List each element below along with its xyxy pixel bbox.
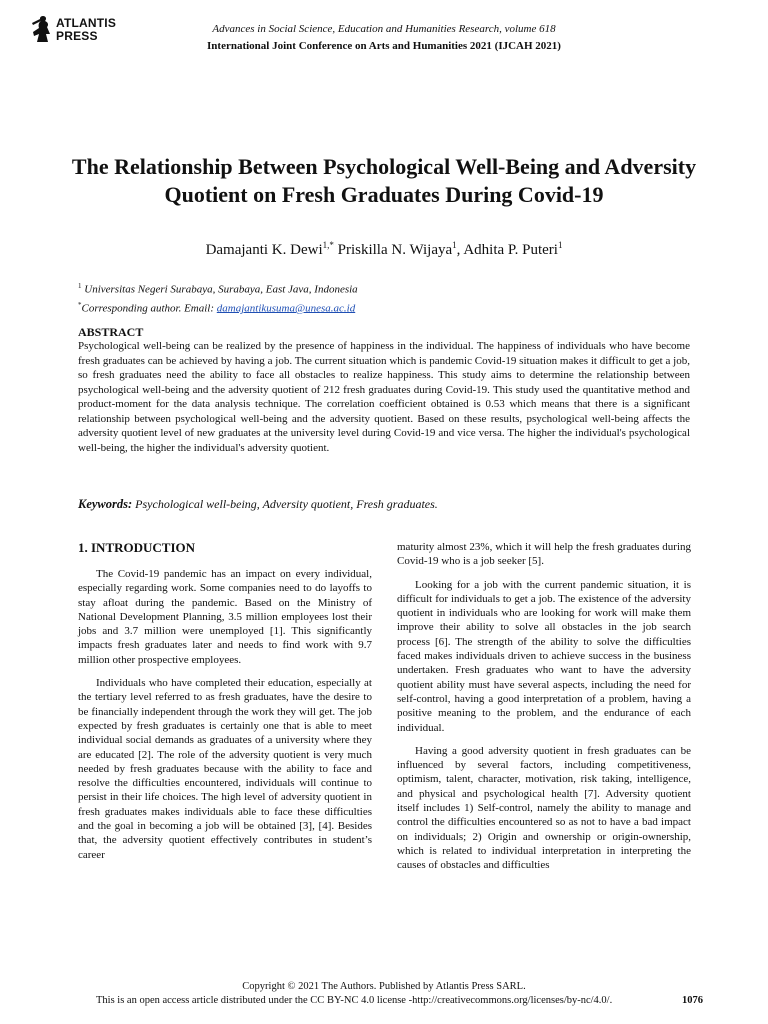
paragraph: Having a good adversity quotient in fresh graduates can be influenced by several factors, including competitiveness, optimism, talent, character, motivation, risk taking, intelligence, and physical and psychological health [7]. Adversity quotient itself includes 1) Self-control, namely the ability to manage and control the difficulties encountered so as not to have a bad impact on individuals; 2) Origin and ownership or origin-ownership, which is related to individual interpretation in interpreting the causes of obstacles and difficulties — [397, 744, 691, 872]
keywords-text: Psychological well-being, Adversity quotient, Fresh graduates. — [135, 497, 438, 511]
keywords — [78, 497, 438, 512]
paragraph: Looking for a job with the current pandemic situation, it is difficult for individuals to get a job. The existence of the adversity quotient in individuals who are looking for work will make them improve their ability to solve all obstacles in the job search process [6]. The strength of the ability to solve the difficulties faced makes individuals driven to achieve success in the business undertaken. Fresh graduates who want to have the adversity quotient ability must have several aspects, including the need for self-control, having a good interpretation of a problem, having a positive meaning to the problem, and the endurance of each individual. — [397, 578, 691, 734]
abstract-text: Psychological well-being can be realized by the presence of happiness in the individual. The happiness of individuals who have become fresh graduates can be achieved by having a job. The current situation which is pandemic Covid-19 situation makes it difficult to get a job, so fresh graduates need the ability to face all obstacles to realize happiness. This study aims to determine the relationship between psychological well-being and the adversity quotient of 212 fresh graduates during Covid-19. This study used the quantitative method and product-moment for the data analysis technique. The correlation coefficient obtained is 0.53 which means that there is a significant relationship between psychological well-being and the adversity quotient. Based on these results, psychological well-being affects the adversity quotient level of new graduates at the university level during Covid-19 and vice versa. The higher the individual's psychological well-being, the higher the individual's adversity quotient. — [78, 340, 690, 454]
journal-name: Advances in Social Science, Education and Humanities Research, volume 618 — [212, 23, 556, 35]
paragraph: Individuals who have completed their education, especially at the tertiary level referred to as fresh graduates, have the desire to be financially independent through the work they will get. The job expected by fresh graduates is certainly one that is able to meet individual social demands as graduates of a university where they are educated [2]. The role of the adversity quotient is very much needed by fresh graduates because with the ability to face and resolve the difficulties encountered, individuals will continue to persist in their life choices. The high level of adversity quotient in fresh graduates makes individuals able to face these difficulties and the goal in becoming a job will be obtained [3], [4]. Besides that, the adversity quotient effectively contributes in student’s career — [78, 677, 372, 861]
paper-title: The Relationship Between Psychological Well-Being and Adversity Quotient on Fresh Graduates During Covid-19 — [71, 154, 697, 207]
author-name: Priskilla N. Wijaya — [337, 242, 453, 258]
affiliation-line — [78, 279, 358, 298]
right-column — [397, 540, 691, 882]
author-affiliation-marker: 1 — [557, 240, 563, 250]
affiliations — [78, 279, 358, 316]
paragraph: The Covid-19 pandemic has an impact on every individual, especially regarding work. Some companies need to do layoffs to stay afloat during the pandemic. Based on the Ministry of National Development Planning, 3.5 million employees lost their jobs and 3.7 million were unemployed [1]. This significantly impacts fresh graduates later and needs to find work with 9.7 million other prospective employees. — [78, 568, 372, 666]
author-list: Damajanti K. Dewi$^{1,*}$ Priskilla N. Wijaya$^1$, Adhita P. Puteri$^1$ — [205, 240, 563, 258]
logo-text: ATLANTIS PRESS — [56, 16, 117, 43]
affiliation-text: Universitas Negeri Surabaya, Surabaya, East Java, Indonesia — [84, 283, 358, 296]
license-notice: This is an open access article distributed under the CC BY-NC 4.0 license -http://creativecommons.org/licenses/by-nc/4.0/. — [96, 995, 613, 1006]
page-number: 1076 — [682, 995, 703, 1006]
paragraph: maturity almost 23%, which it will help the fresh graduates during Covid-19 who is a job seeker [5]. — [397, 541, 691, 568]
corresponding-marker: * — [78, 300, 82, 309]
left-column — [78, 540, 372, 871]
keywords-label: Keywords: — [78, 497, 133, 511]
corresponding-line — [78, 298, 358, 317]
author-affiliation-marker: 1 — [452, 240, 457, 250]
copyright-notice: Copyright © 2021 The Authors. Published by Atlantis Press SARL. — [242, 981, 526, 992]
conference-name: International Joint Conference on Arts and Humanities 2021 (IJCAH 2021) — [207, 40, 561, 52]
atlantis-figure-icon — [30, 14, 54, 44]
affiliation-marker: 1 — [78, 282, 82, 290]
section-heading: 1. INTRODUCTION — [78, 540, 196, 555]
author-name: Adhita P. Puteri — [463, 242, 558, 258]
email-link[interactable]: damajantikusuma@unesa.ac.id — [216, 302, 356, 315]
abstract-heading: ABSTRACT — [78, 325, 144, 339]
author-name: Damajanti K. Dewi — [205, 242, 323, 258]
author-affiliation-marker: 1,* — [322, 240, 334, 250]
corresponding-label: Corresponding author. Email: — [81, 302, 215, 315]
